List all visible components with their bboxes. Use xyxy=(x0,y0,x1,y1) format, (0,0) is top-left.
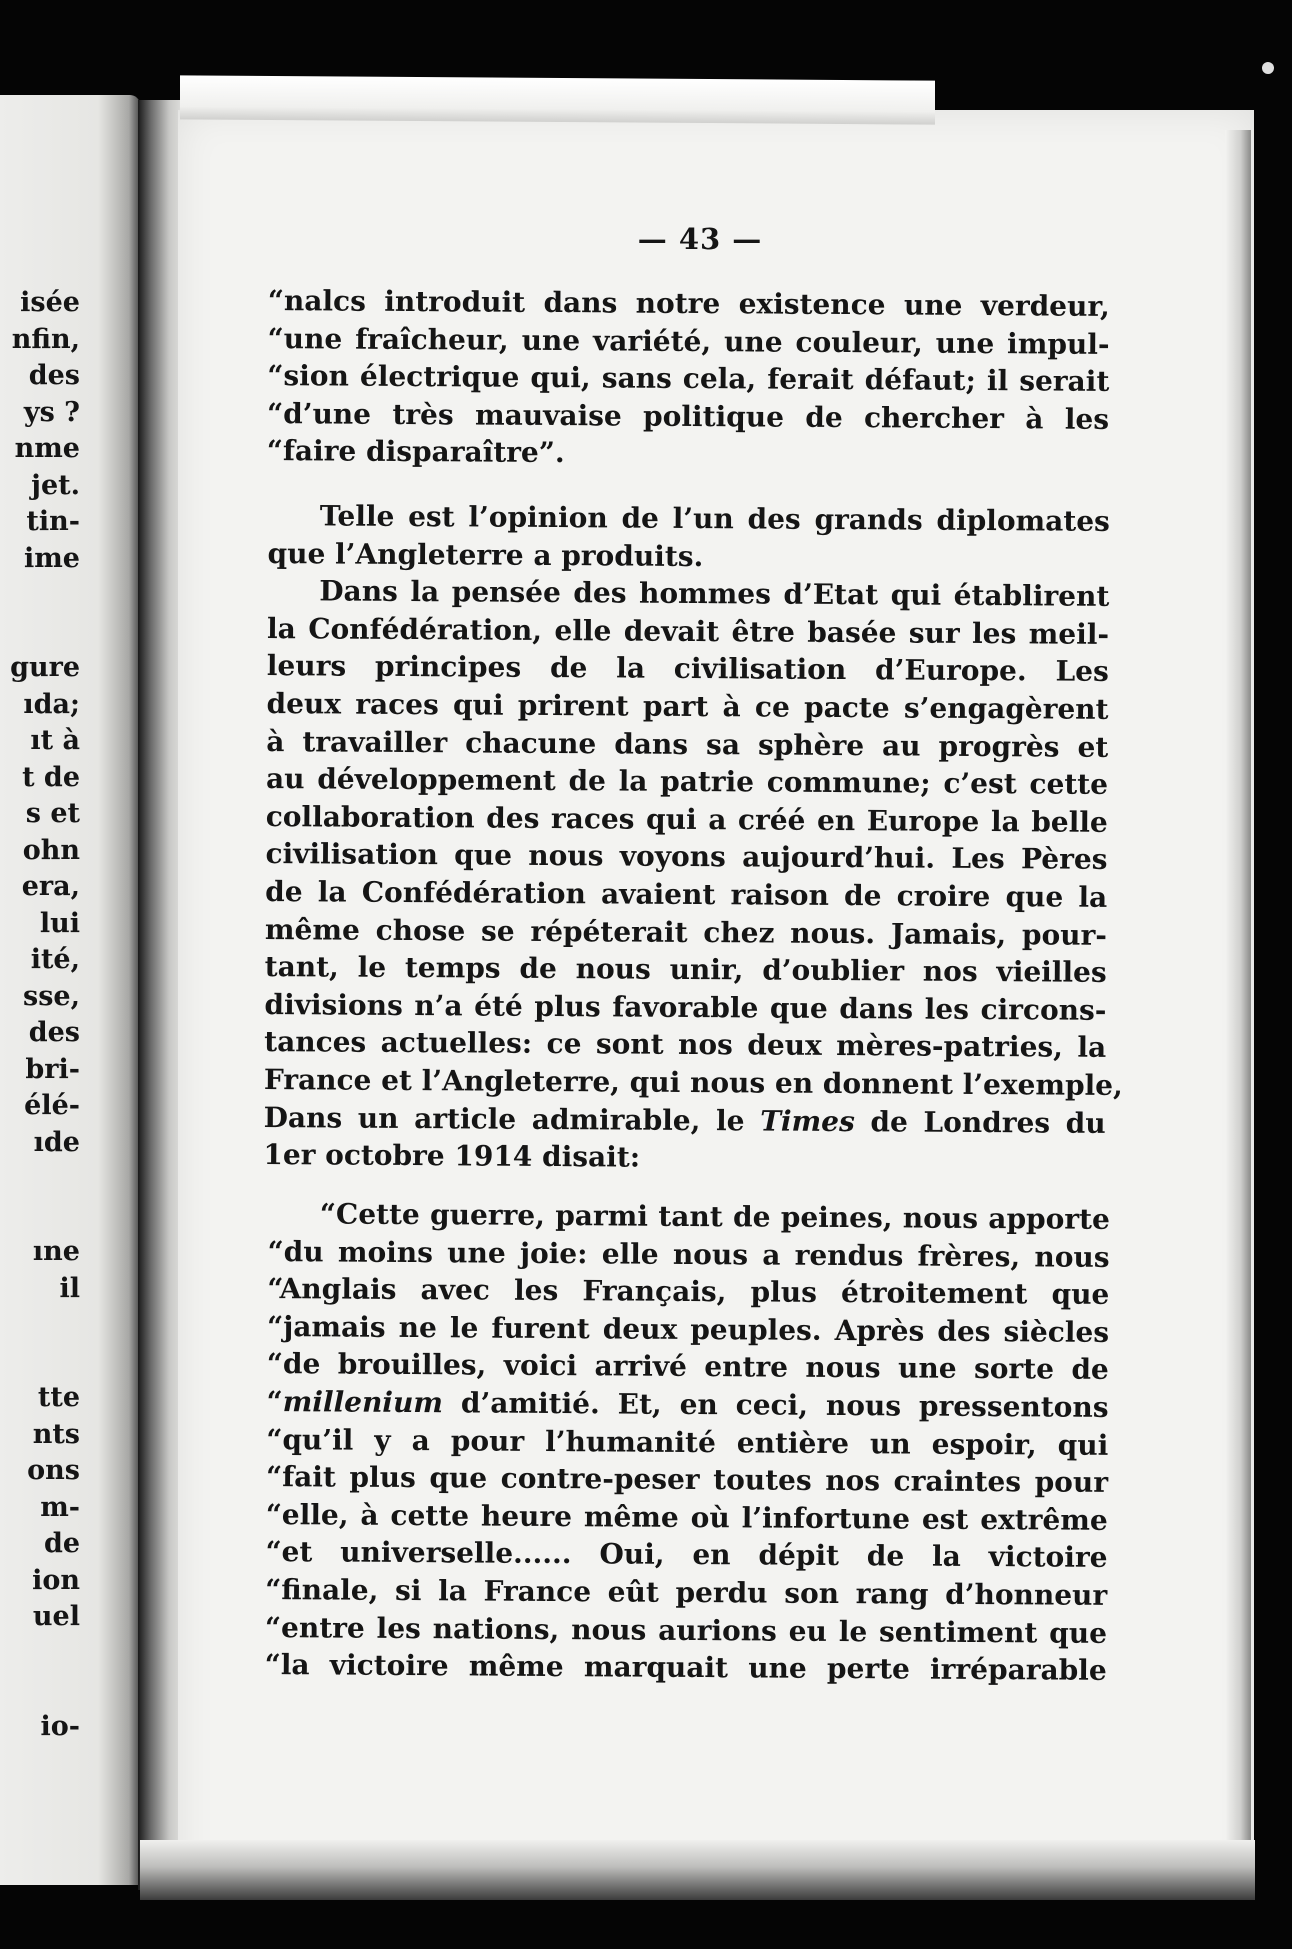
facing-line: ıne xyxy=(32,1236,80,1267)
text-line: divisions n’a été plus favorable que dans les circons- xyxy=(264,987,1107,1027)
facing-line: il xyxy=(59,1272,80,1304)
facing-line: sse, xyxy=(23,980,80,1012)
text-segment: “ xyxy=(266,1384,283,1419)
facing-line: s et xyxy=(25,798,80,829)
facing-line xyxy=(0,1344,80,1381)
page-right-edge xyxy=(1225,130,1251,1890)
facing-line: m- xyxy=(40,1491,80,1523)
facing-line: ons xyxy=(27,1455,80,1486)
text-line: deux races qui prirent part à ce pacte s’engagèrent xyxy=(266,686,1109,726)
scan-speck xyxy=(1262,62,1274,74)
facing-line xyxy=(0,1672,80,1709)
facing-line: nme xyxy=(14,433,80,464)
text-line: “faire disparaître”. xyxy=(266,434,565,470)
text-line: tant, le temps de nous unir, d’oublier nos vieilles xyxy=(264,950,1107,989)
facing-line: ıda; xyxy=(23,688,80,720)
text-line: “qu’il y a pour l’humanité entière un espoir, qui xyxy=(266,1422,1109,1462)
times-quotation xyxy=(265,1195,1110,1690)
facing-line: nts xyxy=(32,1418,80,1450)
facing-line xyxy=(0,1161,80,1198)
facing-line: des xyxy=(28,1017,80,1048)
text-line: leurs principes de la civilisation d’Europe. Les xyxy=(266,649,1109,689)
text-line: de la Confédération avaient raison de croire que la xyxy=(265,874,1108,914)
facing-line: élé- xyxy=(24,1090,80,1121)
newspaper-title: Times xyxy=(760,1103,855,1138)
text-segment: d’amitié. Et, en ceci, nous pressentons xyxy=(460,1386,1109,1424)
text-line: “Cette guerre, parmi tant de peines, nous apporte xyxy=(319,1197,1110,1236)
facing-line: ys ? xyxy=(23,396,80,428)
page-bottom-shadow xyxy=(140,1840,1255,1900)
facing-page xyxy=(0,95,140,1885)
facing-line xyxy=(0,1198,80,1235)
facing-line: lui xyxy=(39,907,80,939)
text-line: “fait plus que contre-peser toutes nos craintes pour xyxy=(265,1460,1109,1500)
facing-line: ime xyxy=(23,542,80,574)
facing-line: nfin, xyxy=(11,323,80,355)
facing-line xyxy=(0,1636,80,1673)
text-line: “et universelle...... Oui, en dépit de la victoire xyxy=(265,1535,1108,1575)
text-line: “jamais ne le furent deux peuples. Après des siècles xyxy=(266,1309,1110,1349)
facing-line xyxy=(0,1307,80,1344)
text-line: “Anglais avec les Français, plus étroitement que xyxy=(267,1272,1110,1312)
text-line: Dans la pensée des hommes d’Etat qui établirent xyxy=(319,574,1110,614)
facing-line: isée xyxy=(20,287,80,318)
text-line xyxy=(266,1383,1108,1426)
facing-line: ion xyxy=(32,1564,80,1596)
text-line: “entre les nations, nous aurions eu le sentiment que xyxy=(264,1610,1108,1650)
text-line: tances actuelles: ce sont nos deux mères-patries, la xyxy=(264,1025,1107,1065)
text-line: que l’Angleterre a produits. xyxy=(267,536,704,573)
facing-line: bri- xyxy=(25,1053,80,1085)
text-line: 1er octobre 1914 disait: xyxy=(263,1138,641,1174)
text-line: à travailler chacune dans sa sphère au progrès et xyxy=(266,724,1109,764)
text-line: “finale, si la France eût perdu son rang d’honneur xyxy=(265,1572,1108,1612)
facing-line: gure xyxy=(10,652,80,683)
text-segment: de Londres du xyxy=(870,1104,1106,1140)
facing-line: tin- xyxy=(26,506,80,537)
text-line: France et l’Angleterre, qui nous en donnent l’exemple, xyxy=(263,1062,1123,1102)
facing-line: ohn xyxy=(22,834,80,866)
text-line: “du moins une joie: elle nous a rendus frères, nous xyxy=(267,1234,1110,1274)
facing-line: jet. xyxy=(31,469,80,501)
facing-line: uel xyxy=(32,1601,80,1632)
text-line: “la victoire même marquait une perte irréparable xyxy=(264,1648,1107,1687)
text-line: “une fraîcheur, une variété, une couleur, une impul- xyxy=(267,321,1110,361)
text-line: civilisation que nous voyons aujourd’hui. Les Pères xyxy=(265,837,1108,877)
facing-line: io- xyxy=(40,1710,80,1742)
facing-line: tte xyxy=(37,1382,80,1413)
facing-line xyxy=(0,577,80,614)
facing-line: t de xyxy=(22,761,80,793)
facing-line: de xyxy=(43,1528,80,1559)
text-line: “elle, à cette heure même où l’infortune est extrême xyxy=(265,1497,1108,1537)
facing-line: ıde xyxy=(33,1126,80,1158)
text-line xyxy=(264,1098,1106,1141)
facing-line: des xyxy=(28,360,80,391)
text-line: au développement de la patrie commune; c’est cette xyxy=(265,762,1109,802)
facing-line: ıt à xyxy=(30,725,80,756)
text-line: la Confédération, elle devait être basée sur les meil- xyxy=(266,611,1110,651)
facing-line: era, xyxy=(21,871,80,902)
text-line: collaboration des races qui a créé en Europe la belle xyxy=(265,799,1108,839)
facing-page-text xyxy=(0,285,80,1745)
text-line: Telle est l’opinion de l’un des grands diplomates xyxy=(319,499,1110,538)
quotation-continued xyxy=(267,282,1110,476)
facing-line xyxy=(0,614,80,651)
text-line: “sion électrique qui, sans cela, ferait défaut; il serait xyxy=(267,359,1110,399)
page-top-edge xyxy=(180,75,935,124)
italic-word: millenium xyxy=(282,1385,444,1420)
page-number: — 43 — xyxy=(637,222,763,256)
text-segment: Dans un article admirable, le xyxy=(263,1100,745,1137)
text-line: “d’une très mauvaise politique de chercher à les xyxy=(266,396,1110,436)
text-line: “nalcs introduit dans notre existence une verdeur, xyxy=(267,283,1110,323)
body-paragraphs xyxy=(263,497,1123,1180)
text-line: “de brouilles, voici arrivé entre nous une sorte de xyxy=(266,1347,1109,1387)
text-line: même chose se répéterait chez nous. Jamais, pour- xyxy=(264,912,1108,952)
facing-line: ité, xyxy=(30,944,80,975)
